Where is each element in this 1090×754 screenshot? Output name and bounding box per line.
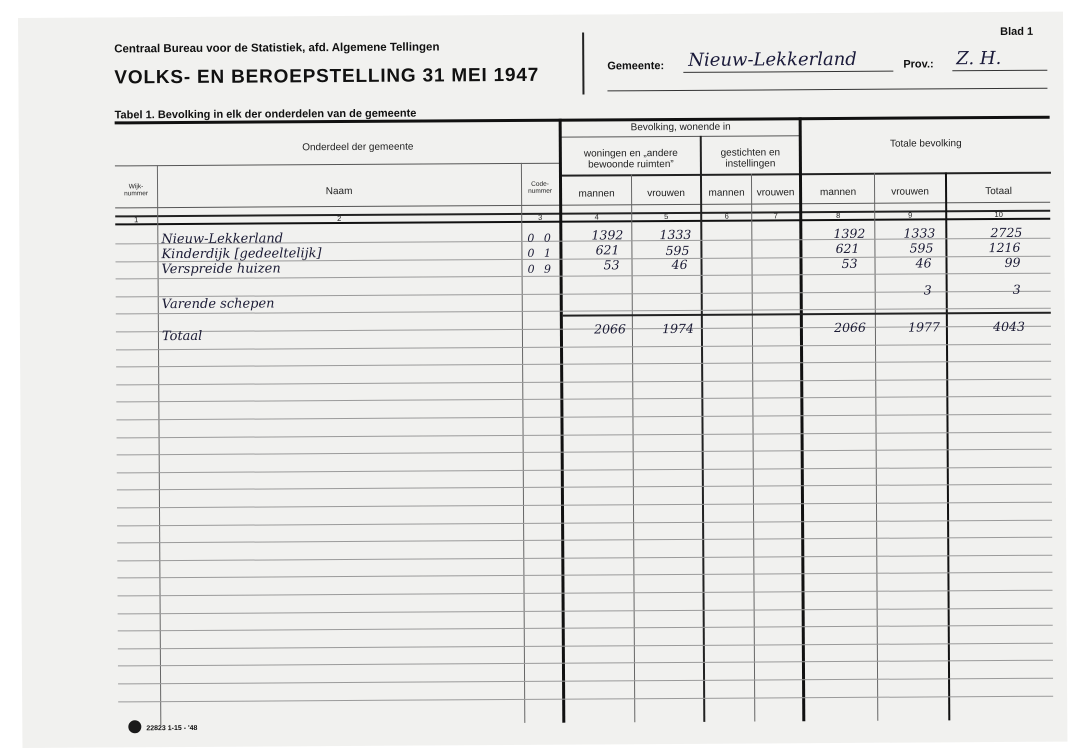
ruled-line xyxy=(118,643,1053,650)
cell-t-vrouwen: 595 xyxy=(909,240,934,256)
organization-name: Centraal Bureau voor de Statistiek, afd. Algemene Tellingen xyxy=(114,41,440,56)
vline-naam xyxy=(521,163,525,723)
vline-t-vrouwen xyxy=(945,172,950,720)
ruled-line xyxy=(117,555,1052,562)
header-t-mannen: mannen xyxy=(819,186,857,199)
cell-w-mannen: 1392 xyxy=(591,227,624,243)
cell-w-vrouwen: 46 xyxy=(671,256,688,273)
colnum-3: 3 xyxy=(538,212,543,222)
cell-t-totaal: 2725 xyxy=(990,224,1023,241)
cell-w-mannen: 53 xyxy=(603,257,620,273)
total-t-vrouwen: 1977 xyxy=(908,319,940,335)
total-row-label: Totaal xyxy=(161,328,203,345)
ruled-line xyxy=(117,572,1052,579)
ruled-line xyxy=(116,396,1051,403)
total-t-totaal: 4043 xyxy=(993,318,1025,335)
header-woningen: woningen en „andere bewoonde ruimten” xyxy=(583,147,678,171)
vline-gestichten xyxy=(799,117,806,721)
header-rule-subcols xyxy=(561,172,1051,177)
cell-w-vrouwen: 595 xyxy=(665,242,690,259)
header-blank-line xyxy=(607,88,1047,92)
row-naam: Nieuw-Lekkerland xyxy=(161,231,284,248)
ruled-line xyxy=(116,344,1051,351)
colnum-9: 9 xyxy=(908,210,913,220)
provincie-label: Prov.: xyxy=(903,58,934,71)
header-t-vrouwen: vrouwen xyxy=(891,186,930,198)
header-divider xyxy=(582,33,584,95)
ruled-line xyxy=(117,484,1052,491)
header-rule-bevolking xyxy=(561,135,801,137)
ruled-line xyxy=(117,520,1052,527)
colnum-2: 2 xyxy=(337,214,342,224)
header-codenummer: Code- nummer xyxy=(528,180,553,195)
print-code: 22823 1-15 - '48 xyxy=(146,724,198,733)
total-t-mannen: 2066 xyxy=(834,319,866,336)
cell-t-totaal: 1216 xyxy=(988,239,1021,256)
cell-t-mannen: 53 xyxy=(841,255,858,271)
row-code: 0 0 xyxy=(527,231,554,245)
cell-t-mannen: 621 xyxy=(835,240,860,257)
header-gestichten: gestichten en instellingen xyxy=(720,147,781,170)
cell-t-mannen: 1392 xyxy=(833,225,866,242)
vline-code xyxy=(559,119,566,723)
colnum-6: 6 xyxy=(724,211,729,221)
header-bevolking-wonende: Bevolking, wonende in xyxy=(630,121,731,134)
cell-t-vrouwen: 1333 xyxy=(903,225,936,241)
ruled-line xyxy=(118,696,1053,703)
header-totale-bevolking: Totale bevolking xyxy=(889,138,962,150)
row-code: 0 9 xyxy=(527,262,555,276)
ruled-line xyxy=(118,660,1053,667)
cell-t-totaal: 99 xyxy=(1004,254,1021,270)
cell-t-vrouwen: 3 xyxy=(923,282,932,298)
vline-woningen xyxy=(700,136,706,722)
header-g-vrouwen: vrouwen xyxy=(756,187,795,199)
gemeente-underline xyxy=(683,71,893,73)
header-onderdeel: Onderdeel der gemeente xyxy=(302,141,414,154)
ruled-line xyxy=(117,449,1052,456)
ruled-line xyxy=(117,467,1052,474)
gemeente-field[interactable]: Nieuw-Lekkerland xyxy=(688,48,857,71)
header-w-mannen: mannen xyxy=(578,188,615,200)
ruled-line xyxy=(116,379,1051,386)
vline-g-mannen xyxy=(751,174,755,722)
header-rule-colnames xyxy=(115,202,1050,209)
row-code: 0 1 xyxy=(527,246,554,260)
colnum-8: 8 xyxy=(836,210,841,221)
ruled-line xyxy=(117,537,1052,544)
colnum-4: 4 xyxy=(594,212,599,222)
row-naam: Verspreide huizen xyxy=(161,261,281,278)
ruled-line xyxy=(118,590,1053,597)
cell-w-vrouwen: 1333 xyxy=(659,226,692,243)
provincie-field[interactable]: Z. H. xyxy=(956,47,1002,70)
table-caption: Tabel 1. Bevolking in elk der onderdelen van de gemeente xyxy=(114,107,417,122)
header-g-mannen: mannen xyxy=(708,187,745,199)
ruled-line xyxy=(118,625,1053,632)
colnum-7: 7 xyxy=(773,211,778,221)
colnum-5: 5 xyxy=(664,212,669,222)
ruled-line xyxy=(116,361,1051,368)
header-w-vrouwen: vrouwen xyxy=(647,187,686,200)
gemeente-label: Gemeente: xyxy=(607,60,665,73)
vline-t-mannen xyxy=(874,173,878,721)
header-naam: Naam xyxy=(325,185,353,198)
cell-t-totaal: 3 xyxy=(1012,281,1021,297)
cell-t-vrouwen: 46 xyxy=(915,255,932,271)
ruled-line xyxy=(118,608,1053,615)
total-w-mannen: 2066 xyxy=(594,321,626,337)
total-separator-rule xyxy=(563,312,1051,317)
cbs-logo-icon xyxy=(128,720,141,733)
total-w-vrouwen: 1974 xyxy=(662,320,694,337)
row-naam: Varende schepen xyxy=(161,296,275,313)
ruled-line xyxy=(117,502,1052,509)
ruled-lines xyxy=(18,12,1063,18)
provincie-underline xyxy=(952,70,1047,72)
census-form-sheet xyxy=(18,12,1067,748)
colnum-10: 10 xyxy=(994,209,1003,220)
cell-w-mannen: 621 xyxy=(595,242,620,258)
ruled-line xyxy=(117,432,1052,439)
form-title: VOLKS- EN BEROEPSTELLING 31 MEI 1947 xyxy=(114,64,540,89)
sheet-number: Blad 1 xyxy=(1000,25,1034,39)
header-wijknummer: Wijk- nummer xyxy=(124,183,149,198)
header-totaal: Totaal xyxy=(985,185,1012,198)
row-naam: Kinderdijk [gedeeltelijk] xyxy=(161,246,322,263)
header-rule-onderdeel xyxy=(115,163,560,167)
ruled-line xyxy=(118,678,1053,685)
colnum-1: 1 xyxy=(134,215,139,225)
ruled-line xyxy=(116,414,1051,421)
